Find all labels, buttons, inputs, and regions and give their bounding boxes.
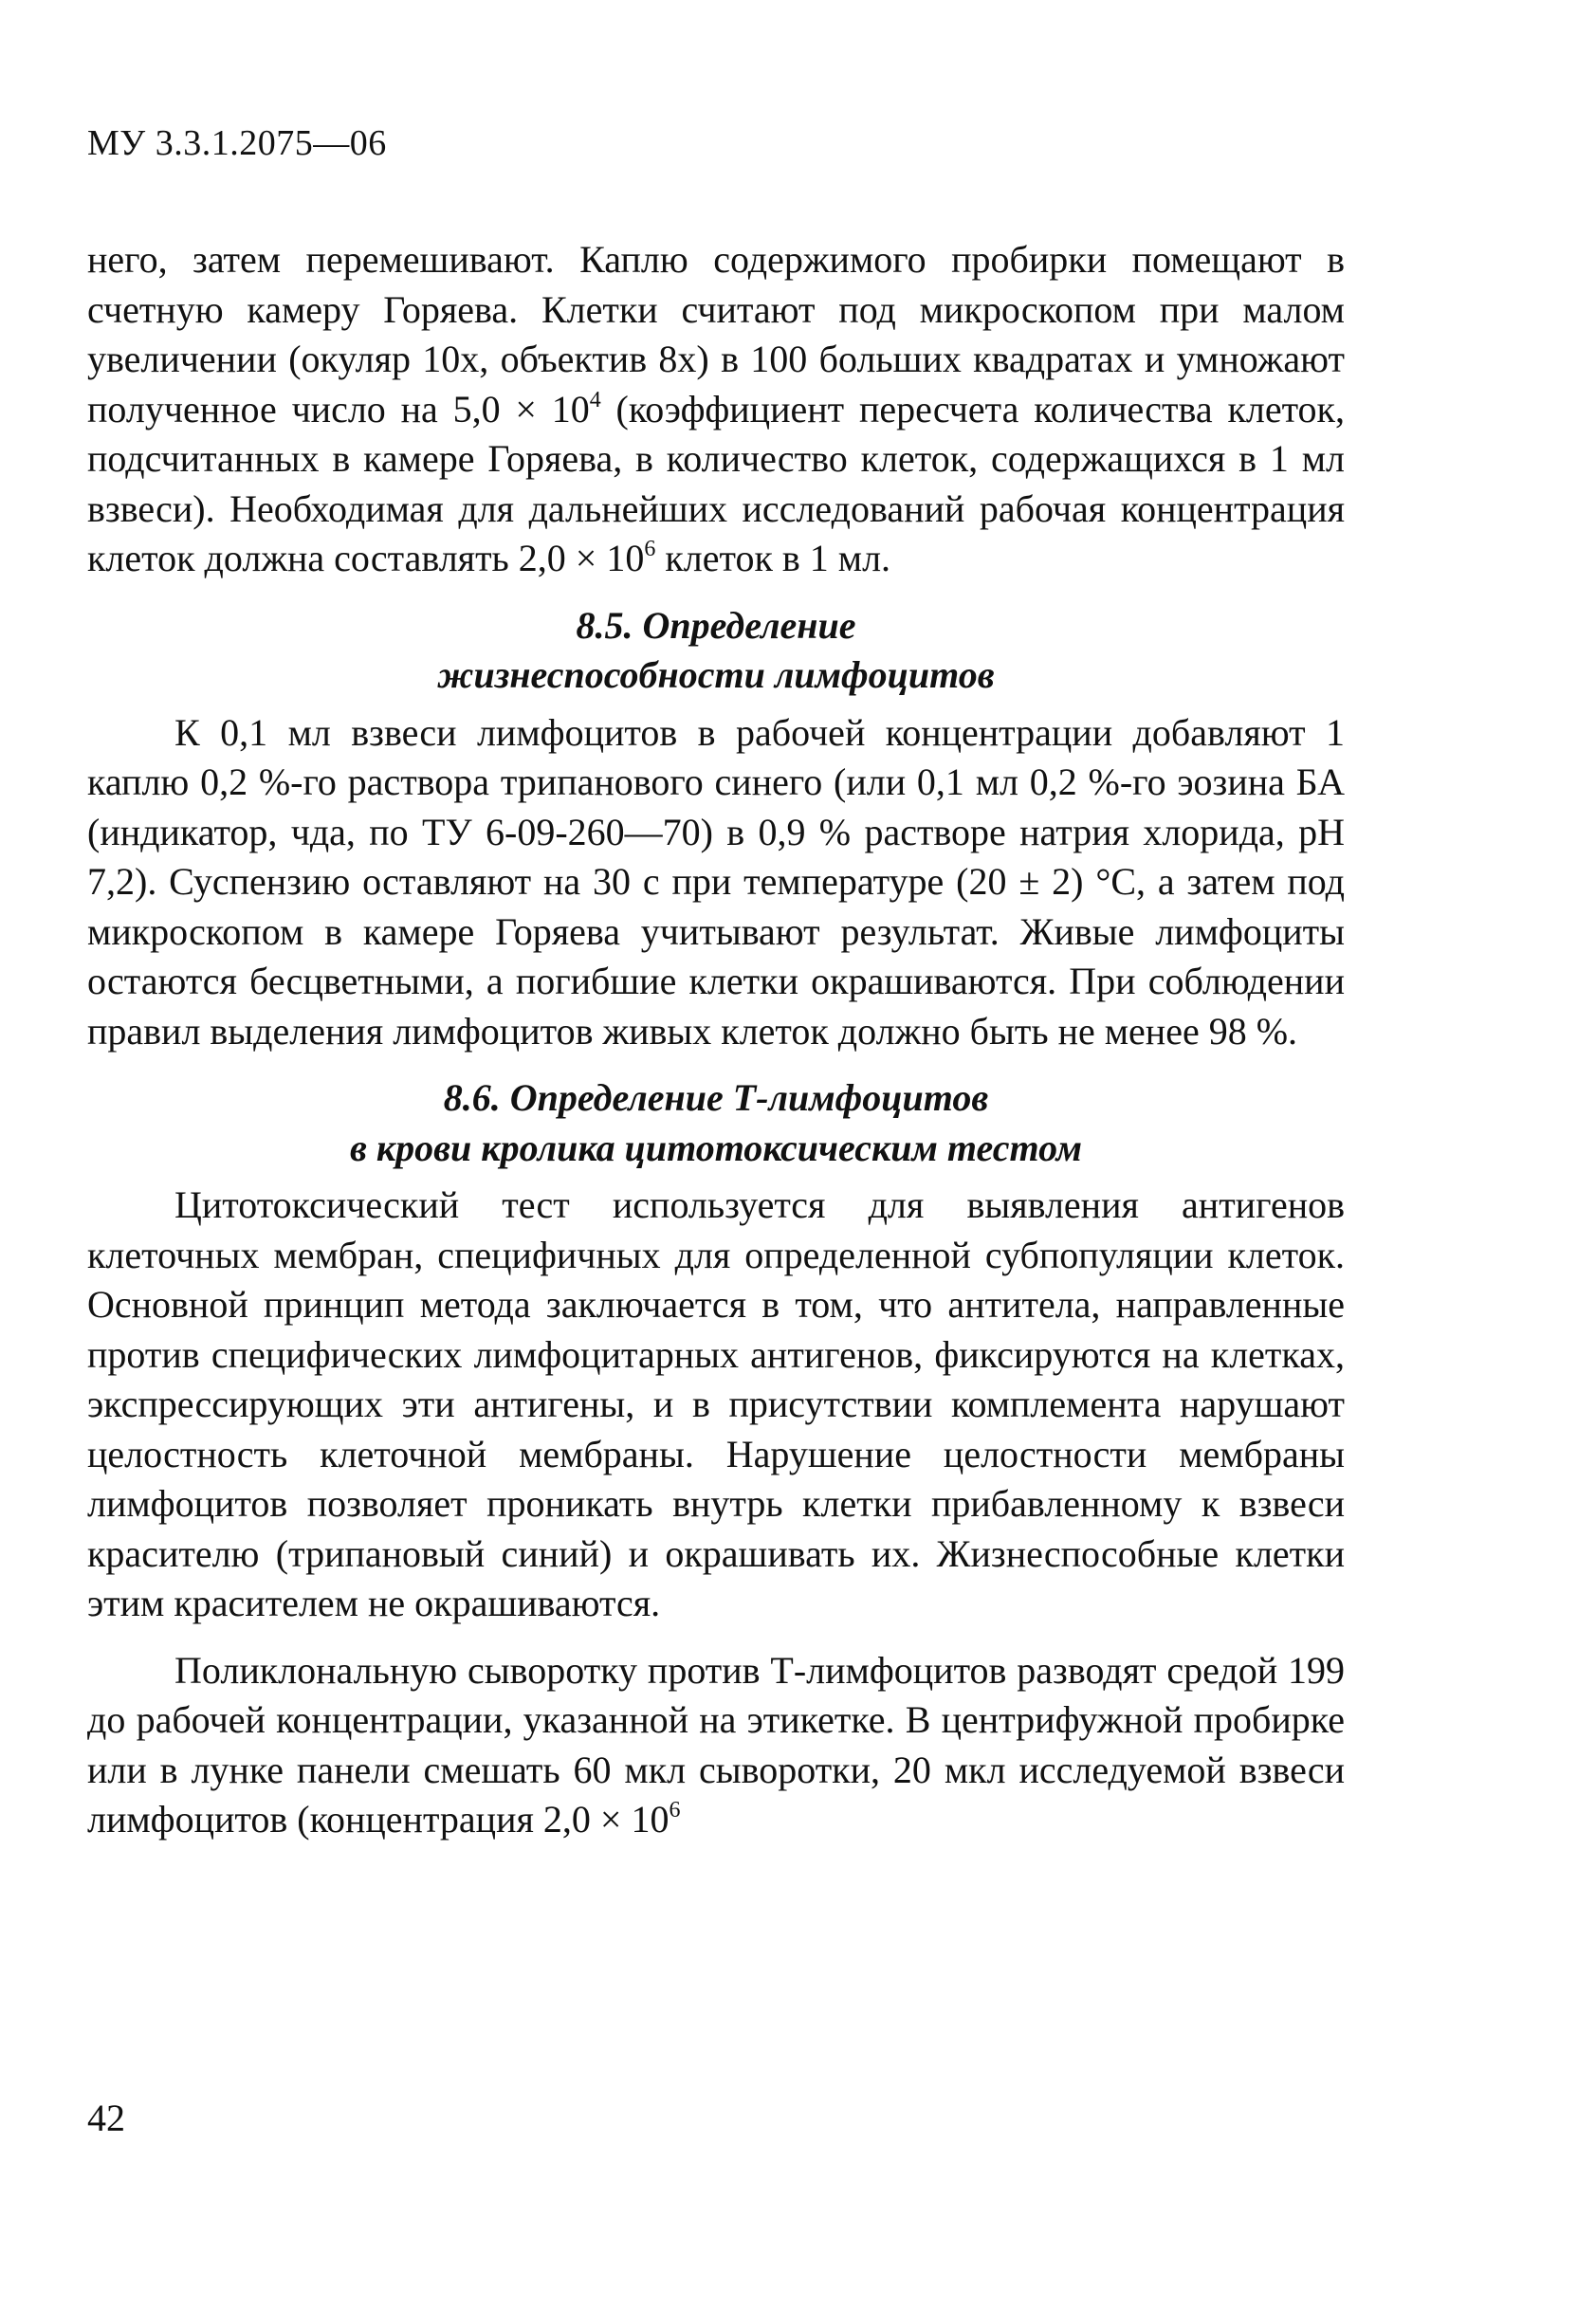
exponent: 6: [644, 537, 656, 561]
section-title-line: 8.6. Определение Т-лимфоцитов: [443, 1076, 989, 1119]
exponent: 4: [589, 387, 601, 412]
section-title-line: 8.5. Определение: [576, 603, 856, 647]
paragraph-text: него, затем перемешивают. Каплю содержимого пробирки помещают в счетную камеру Горяева. Клетки считают под микроскопом при малом увеличении (окуляр 10х, объектив 8х) в 100 больших квадратах и умножают полученное число на 5,0 × 10: [87, 238, 1345, 430]
paragraph-text: клеток в 1 мл.: [655, 537, 891, 579]
paragraph-gap: [87, 1629, 1345, 1646]
section-heading-8-5: [87, 601, 1345, 701]
paragraph-text: (коэффициент пересчета количества клеток, подсчитанных в камере Горяева, в количество клеток, содержащихся в 1 мл взвеси). Необходимая для дальнейших исследований рабочая концентрация клеток должна составлять 2,0 × 10: [87, 387, 1345, 579]
paragraph-cytotoxic-test: Цитотоксический тест используется для выявления антигенов клеточных мембран, специфичных для определенной субпопуляции клеток. Основной принцип метода заключается в том, что антитела, направленные против специфических лимфоцитарных антигенов, фиксируются на клетках, экспрессирующих эти антигены, и в присутствии комплемента нарушают целостность клеточной мембраны. Нарушение целостности мембраны лимфоцитов позволяет проникать внутрь клетки прибавленному к взвеси красителю (трипановый синий) и окрашивать их. Жизнеспособные клетки этим красителем не окрашиваются.: [87, 1183, 1345, 1624]
paragraph-cell-count: [87, 235, 1345, 584]
page-number: 42: [87, 2097, 125, 2139]
paragraph-viability: К 0,1 мл взвеси лимфоцитов в рабочей концентрации добавляют 1 каплю 0,2 %-го раствора трипанового синего (или 0,1 мл 0,2 %-го эозина БА (индикатор, чда, по ТУ 6-09-260—70) в 0,9 % растворе натрия хлорида, рН 7,2). Суспензию оставляют на 30 с при температуре (20 ± 2) °С, а затем под микроскопом в камере Горяева учитывают результат. Живые лимфоциты остаются бесцветными, а погибшие клетки окрашиваются. При соблюдении правил выделения лимфоцитов живых клеток должно быть не менее 98 %.: [87, 710, 1345, 1053]
paragraph-serum-dilution: [87, 1646, 1345, 1845]
section-title-line: в крови кролика цитотоксическим тестом: [350, 1126, 1082, 1169]
section-heading-8-6: [87, 1073, 1345, 1173]
paragraph-text: Поликлональную сыворотку против Т-лимфоцитов разводят средой 199 до рабочей концентрации, указанной на этикетке. В центрифужной пробирке или в лунке панели смешать 60 мкл сыворотки, 20 мкл исследуемой взвеси лимфоцитов (концентрация 2,0 × 10: [87, 1648, 1345, 1841]
document-code: МУ 3.3.1.2075—06: [87, 123, 387, 163]
page-content: [87, 235, 1345, 1845]
section-title-line: жизнеспособности лимфоцитов: [437, 653, 995, 696]
exponent: 6: [669, 1798, 681, 1823]
